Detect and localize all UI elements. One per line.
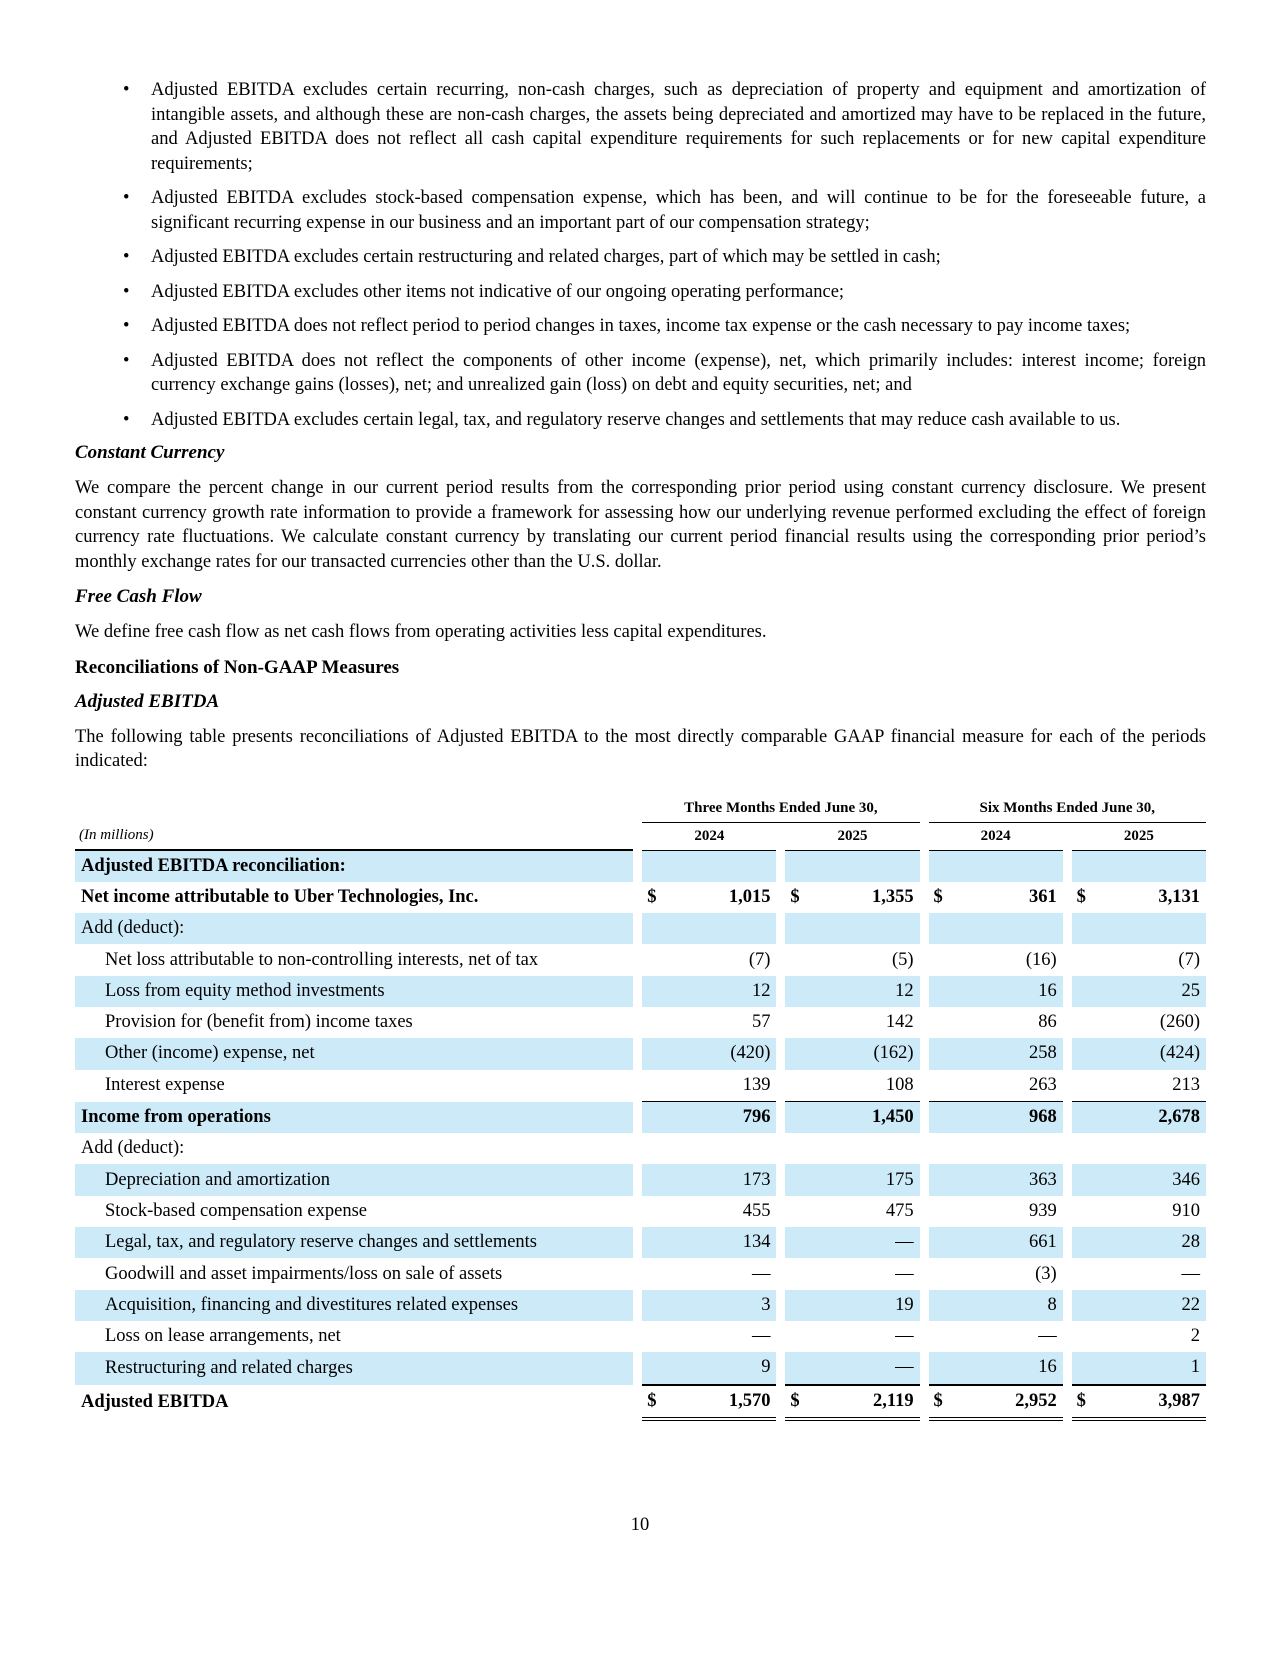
value-cell	[666, 1133, 776, 1164]
bullet-item: • Adjusted EBITDA excludes other items not indicative of our ongoing operating performance;	[123, 280, 1206, 305]
value-cell: 19	[809, 1290, 919, 1321]
currency-symbol	[642, 1196, 666, 1227]
value-cell: 258	[952, 1038, 1062, 1069]
currency-symbol	[1072, 1038, 1096, 1069]
value-cell: —	[809, 1352, 919, 1384]
bullet-icon: •	[123, 188, 130, 208]
value-cell: 25	[1095, 976, 1206, 1007]
currency-symbol	[642, 1038, 666, 1069]
value-cell: —	[751, 1263, 771, 1284]
currency-symbol	[642, 1290, 666, 1321]
value-cell	[952, 1133, 1062, 1164]
year-header: 2025	[785, 823, 919, 851]
currency-symbol	[1072, 1007, 1096, 1038]
page-number: 10	[630, 1515, 650, 1535]
currency-symbol	[1072, 1102, 1096, 1133]
row-label: Provision for (benefit from) income taxes	[105, 1012, 413, 1033]
row-label: Interest expense	[105, 1075, 225, 1096]
year-header: 2025	[1072, 823, 1206, 851]
currency-symbol	[785, 1007, 809, 1038]
currency-symbol	[785, 913, 809, 944]
row-label: Net income attributable to Uber Technologies, Inc.	[81, 886, 479, 907]
bullet-item: • Adjusted EBITDA excludes certain recurring, non-cash charges, such as depreciation of property and equipment and amortization of intangible assets, and although these are non-cash charges, the assets being depreciated and amortized may have to be replaced in the future, and Adjusted EBITDA does not reflect all cash capital expenditure requirements for such replacements or for new capital expenditure requirements;	[123, 80, 1206, 174]
currency-symbol	[785, 1133, 809, 1164]
three-months-header: Three Months Ended June 30,	[642, 796, 919, 823]
value-cell: —	[1038, 1326, 1057, 1347]
value-cell: 134	[666, 1227, 776, 1258]
value-cell: (7)	[1178, 949, 1200, 970]
value-cell	[809, 913, 919, 944]
row-label: Acquisition, financing and divestitures related expenses	[75, 1290, 633, 1321]
currency-symbol	[929, 1196, 953, 1227]
table-row	[75, 913, 1206, 944]
value-cell: (3)	[1035, 1263, 1057, 1284]
row-label: Legal, tax, and regulatory reserve changes and settlements	[75, 1227, 633, 1258]
currency-symbol: $	[647, 886, 657, 907]
bullet-icon: •	[123, 80, 130, 100]
currency-symbol	[785, 1038, 809, 1069]
currency-symbol	[642, 1258, 666, 1289]
currency-symbol: $	[790, 886, 800, 907]
row-label: Other (income) expense, net	[75, 1038, 633, 1069]
currency-symbol	[642, 1070, 666, 1102]
value-cell: 263	[952, 1070, 1062, 1102]
row-label: Adjusted EBITDA	[81, 1392, 229, 1413]
currency-symbol	[929, 1070, 953, 1102]
value-cell: 475	[885, 1200, 914, 1221]
value-cell: 661	[952, 1227, 1062, 1258]
row-label: Goodwill and asset impairments/loss on sale of assets	[105, 1263, 503, 1284]
constant-currency-body: We compare the percent change in our current period results from the corresponding prior period using constant currency disclosure. We present constant currency growth rate information to provide a framework for assessing how our underlying revenue performed excluding the effect of foreign currency rate fluctuations. We calculate constant currency by translating our current period financial results using the corresponding prior period’s monthly exchange rates for our transacted currencies other than the U.S. dollar.	[75, 478, 1206, 572]
value-cell: (16)	[1025, 949, 1057, 970]
currency-symbol	[785, 944, 809, 975]
bullet-item: • Adjusted EBITDA excludes certain legal, tax, and regulatory reserve changes and settlements that may reduce cash available to us.	[123, 408, 1206, 433]
value-cell: 16	[952, 1352, 1062, 1384]
value-cell: 12	[809, 976, 919, 1007]
table-row	[75, 1227, 1206, 1258]
currency-symbol	[1072, 1258, 1096, 1289]
bullet-icon: •	[123, 409, 130, 430]
currency-symbol	[929, 1290, 953, 1321]
bullet-item: • Adjusted EBITDA excludes certain restructuring and related charges, part of which may be settled in cash;	[123, 245, 1206, 270]
value-cell: (162)	[809, 1038, 919, 1069]
currency-symbol	[929, 1321, 953, 1352]
value-cell: 910	[1172, 1200, 1200, 1221]
currency-symbol: $	[642, 1385, 666, 1421]
row-label: Loss from equity method investments	[75, 976, 633, 1007]
unit-label: (In millions)	[75, 823, 633, 851]
value-cell: 108	[809, 1070, 919, 1102]
value-cell: 939	[1028, 1200, 1057, 1221]
currency-symbol	[785, 976, 809, 1007]
currency-symbol	[1072, 1070, 1096, 1102]
value-cell	[1095, 851, 1206, 882]
table-row	[75, 944, 1206, 975]
currency-symbol	[642, 976, 666, 1007]
table-row	[75, 1385, 1206, 1421]
value-cell: 455	[742, 1200, 771, 1221]
currency-symbol: $	[1076, 886, 1086, 907]
value-cell: —	[751, 1326, 771, 1347]
value-cell: 3,987	[1095, 1385, 1206, 1421]
limitations-bullet-list	[123, 78, 1206, 432]
table-row	[75, 1352, 1206, 1384]
table-row	[75, 1070, 1206, 1102]
value-cell: 3	[666, 1290, 776, 1321]
table-group-header-row	[75, 796, 1206, 823]
table-row	[75, 1007, 1206, 1038]
bullet-item: • Adjusted EBITDA excludes stock-based compensation expense, which has been, and will continue to be for the foreseeable future, a significant recurring expense in our business and an important part of our compensation strategy;	[123, 188, 1206, 233]
value-cell: 2,952	[952, 1385, 1062, 1421]
row-label: Loss on lease arrangements, net	[105, 1326, 341, 1347]
currency-symbol	[1072, 1321, 1096, 1352]
currency-symbol	[929, 913, 953, 944]
row-label: Income from operations	[75, 1102, 633, 1133]
currency-symbol: $	[933, 886, 943, 907]
currency-symbol	[929, 1102, 953, 1133]
currency-symbol	[929, 976, 953, 1007]
currency-symbol: $	[1072, 1385, 1096, 1421]
table-row	[75, 1321, 1206, 1352]
table-year-header-row	[75, 823, 1206, 851]
value-cell: 9	[666, 1352, 776, 1384]
bullet-icon: •	[123, 350, 130, 371]
currency-symbol	[1072, 1164, 1096, 1195]
value-cell	[809, 851, 919, 882]
table-row	[75, 1102, 1206, 1133]
free-cash-flow-body: We define free cash flow as net cash flows from operating activities less capital expenditures.	[75, 622, 767, 642]
currency-symbol	[929, 1133, 953, 1164]
currency-symbol	[1072, 1290, 1096, 1321]
currency-symbol	[929, 1007, 953, 1038]
currency-symbol	[929, 851, 953, 882]
currency-symbol	[929, 944, 953, 975]
table-row	[75, 851, 1206, 882]
currency-symbol	[1072, 1227, 1096, 1258]
value-cell: 22	[1095, 1290, 1206, 1321]
currency-symbol	[929, 1038, 953, 1069]
bullet-icon: •	[123, 316, 130, 336]
value-cell	[1095, 1133, 1206, 1164]
table-row	[75, 1038, 1206, 1069]
currency-symbol	[785, 1258, 809, 1289]
currency-symbol	[1072, 1352, 1096, 1384]
currency-symbol	[785, 1070, 809, 1102]
value-cell: 1	[1095, 1352, 1206, 1384]
value-cell: (7)	[748, 949, 771, 970]
value-cell: 16	[952, 976, 1062, 1007]
row-label: Depreciation and amortization	[75, 1164, 633, 1195]
currency-symbol	[642, 1133, 666, 1164]
currency-symbol	[785, 1227, 809, 1258]
currency-symbol	[642, 1321, 666, 1352]
value-cell: 12	[666, 976, 776, 1007]
bullet-icon: •	[123, 281, 130, 302]
currency-symbol	[642, 1102, 666, 1133]
currency-symbol	[642, 1164, 666, 1195]
value-cell: 139	[666, 1070, 776, 1102]
value-cell: (260)	[1159, 1012, 1200, 1033]
adjusted-ebitda-intro: The following table presents reconciliations of Adjusted EBITDA to the most directly comparable GAAP financial measure for each of the periods indicated:	[75, 726, 1206, 771]
value-cell: 86	[1038, 1012, 1057, 1033]
currency-symbol	[1072, 944, 1096, 975]
value-cell: 2	[1190, 1326, 1200, 1347]
bullet-item: • Adjusted EBITDA does not reflect the components of other income (expense), net, which primarily includes: interest income; foreign currency exchange gains (losses), net; and unrealized gain (loss) on debt and equity securities, net; and	[123, 350, 1206, 395]
value-cell: (420)	[666, 1038, 776, 1069]
value-cell	[809, 1133, 919, 1164]
currency-symbol: $	[785, 1385, 809, 1421]
value-cell: 1,450	[809, 1102, 919, 1133]
currency-symbol	[1072, 851, 1096, 882]
table-row	[75, 1290, 1206, 1321]
currency-symbol	[929, 1227, 953, 1258]
currency-symbol	[785, 1352, 809, 1384]
row-label: Net loss attributable to non-controlling interests, net of tax	[105, 949, 539, 970]
value-cell	[666, 913, 776, 944]
value-cell: 968	[952, 1102, 1062, 1133]
value-cell: 142	[885, 1012, 914, 1033]
currency-symbol	[1072, 1196, 1096, 1227]
value-cell: 1,570	[666, 1385, 776, 1421]
value-cell: (424)	[1095, 1038, 1206, 1069]
currency-symbol	[642, 913, 666, 944]
row-label: Adjusted EBITDA reconciliation:	[75, 851, 633, 882]
currency-symbol	[1072, 913, 1096, 944]
value-cell: 28	[1095, 1227, 1206, 1258]
currency-symbol	[642, 1007, 666, 1038]
currency-symbol	[1072, 976, 1096, 1007]
adjusted-ebitda-table	[75, 796, 1206, 1421]
value-cell	[952, 913, 1062, 944]
value-cell: 57	[751, 1012, 771, 1033]
currency-symbol: $	[929, 1385, 953, 1421]
value-cell: 1,355	[871, 886, 914, 907]
free-cash-flow-heading: Free Cash Flow	[75, 586, 202, 607]
currency-symbol	[1072, 1133, 1096, 1164]
value-cell: 796	[666, 1102, 776, 1133]
row-label: Add (deduct):	[75, 913, 633, 944]
table-row	[75, 1133, 1206, 1164]
reconciliations-heading: Reconciliations of Non-GAAP Measures	[75, 656, 400, 678]
value-cell: —	[809, 1227, 919, 1258]
value-cell: (5)	[892, 949, 914, 970]
value-cell: 213	[1095, 1070, 1206, 1102]
value-cell: 363	[952, 1164, 1062, 1195]
constant-currency-heading: Constant Currency	[75, 442, 225, 463]
six-months-header: Six Months Ended June 30,	[929, 796, 1207, 823]
table-row	[75, 1164, 1206, 1195]
value-cell: 175	[809, 1164, 919, 1195]
adjusted-ebitda-heading: Adjusted EBITDA	[75, 690, 220, 712]
table-body	[75, 851, 1206, 1421]
value-cell: 2,119	[809, 1385, 919, 1421]
row-label: Stock-based compensation expense	[105, 1200, 368, 1221]
currency-symbol	[785, 1196, 809, 1227]
currency-symbol	[785, 1321, 809, 1352]
value-cell: 1,015	[728, 886, 771, 907]
currency-symbol	[785, 851, 809, 882]
table-row	[75, 976, 1206, 1007]
value-cell: —	[895, 1326, 914, 1347]
value-cell: —	[895, 1263, 914, 1284]
year-header: 2024	[929, 823, 1063, 851]
currency-symbol	[642, 1227, 666, 1258]
currency-symbol	[785, 1102, 809, 1133]
table-row	[75, 1258, 1206, 1289]
value-cell	[666, 851, 776, 882]
currency-symbol	[929, 1352, 953, 1384]
value-cell: 3,131	[1158, 886, 1200, 907]
currency-symbol	[785, 1290, 809, 1321]
table-row	[75, 882, 1206, 913]
year-header: 2024	[642, 823, 776, 851]
row-label: Add (deduct):	[81, 1138, 185, 1159]
value-cell	[1095, 913, 1206, 944]
row-label: Restructuring and related charges	[75, 1352, 633, 1384]
value-cell: 173	[666, 1164, 776, 1195]
currency-symbol	[642, 851, 666, 882]
currency-symbol	[929, 1258, 953, 1289]
currency-symbol	[785, 1164, 809, 1195]
currency-symbol	[929, 1164, 953, 1195]
bullet-icon: •	[123, 247, 130, 267]
table-row	[75, 1196, 1206, 1227]
document-page	[75, 78, 1206, 1421]
currency-symbol	[642, 944, 666, 975]
bullet-item: • Adjusted EBITDA does not reflect period to period changes in taxes, income tax expense or the cash necessary to pay income taxes;	[123, 314, 1206, 339]
value-cell: 8	[952, 1290, 1062, 1321]
value-cell: 346	[1095, 1164, 1206, 1195]
value-cell: 361	[1028, 886, 1057, 907]
value-cell: 2,678	[1095, 1102, 1206, 1133]
value-cell: —	[1181, 1263, 1200, 1284]
currency-symbol	[642, 1352, 666, 1384]
value-cell	[952, 851, 1062, 882]
